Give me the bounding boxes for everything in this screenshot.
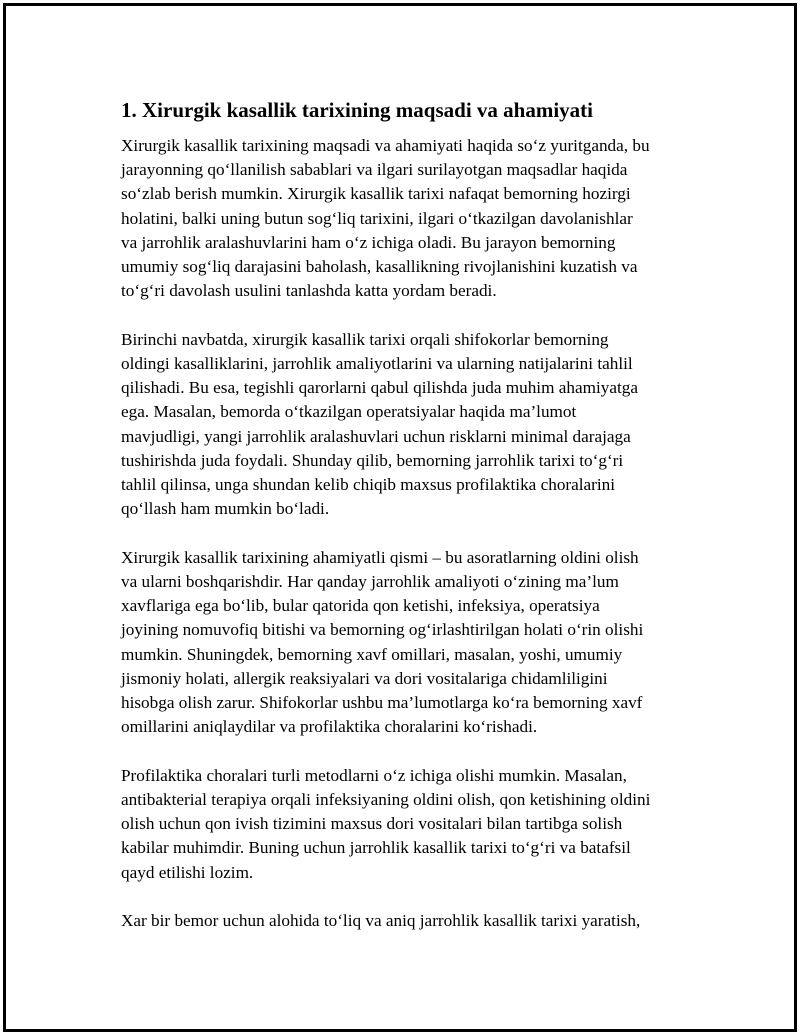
text-line: hisobga olish zarur. Shifokorlar ushbu ma’lumotlarga ko‘ra bemorning xavf xyxy=(121,693,643,713)
text-line: mumkin. Shuningdek, bemorning xavf omillari, masalan, yoshi, umumiy xyxy=(121,644,623,664)
text-line: tushirishda juda foydali. Shunday qilib, bemorning jarrohlik tarixi to‘g‘ri xyxy=(121,450,624,470)
text-line: jarayonning qo‘llanilish sabablari va ilgari surilayotgan maqsadlar haqida xyxy=(121,160,628,180)
text-line: Xar bir bemor uchun alohida to‘liq va aniq jarrohlik kasallik tarixi yaratish, xyxy=(121,911,641,931)
text-line: Xirurgik kasallik tarixining ahamiyatli qismi – bu asoratlarning oldini olish xyxy=(121,547,639,567)
text-line: va ularni boshqarishdir. Har qanday jarrohlik amaliyoti o‘zining ma’lum xyxy=(121,572,619,592)
text-line: ega. Masalan, bemorda o‘tkazilgan operatsiyalar haqida ma’lumot xyxy=(121,402,577,422)
text-line: Xirurgik kasallik tarixining maqsadi va ahamiyati haqida so‘z yuritganda, bu xyxy=(121,136,650,155)
page-frame xyxy=(3,3,797,1032)
text-line: olish uchun qon ivish tizimini maxsus dori vositalari bilan tartibga solish xyxy=(121,814,623,834)
paragraph-5 xyxy=(121,909,701,933)
text-line: jismoniy holati, allergik reaksiyalari va dori vositalariga chidamliligini xyxy=(121,668,608,688)
text-line: tahlil qilinsa, unga shundan kelib chiqib maxsus profilaktika choralarini xyxy=(121,475,616,495)
text-line: umumiy sog‘liq darajasini baholash, kasallikning rivojlanishini kuzatish va xyxy=(121,257,638,277)
text-line: joyining nomuvofiq bitishi va bemorning og‘irlashtirilgan holati o‘rin olishi xyxy=(121,620,644,640)
text-line: to‘g‘ri davolash usulini tanlashda katta yordam beradi. xyxy=(121,281,497,301)
text-line: so‘zlab berish mumkin. Xirurgik kasallik tarixi nafaqat bemorning hozirgi xyxy=(121,184,631,204)
paragraph-3 xyxy=(121,546,701,740)
text-line: holatini, balki uning butun sog‘liq tarixini, ilgari o‘tkazilgan davolanishlar xyxy=(121,208,633,228)
text-line: xavflariga ega bo‘lib, bular qatorida qon ketishi, infeksiya, operatsiya xyxy=(121,596,600,616)
text-line: qo‘llash ham mumkin bo‘ladi. xyxy=(121,499,330,519)
text-line: antibakterial terapiya orqali infeksiyaning oldini olish, qon ketishining oldini xyxy=(121,790,651,810)
paragraph-1 xyxy=(121,134,701,303)
section-heading: 1. Xirurgik kasallik tarixining maqsadi va ahamiyati xyxy=(121,98,593,122)
paragraph-4 xyxy=(121,764,701,885)
text-line: va jarrohlik aralashuvlarini ham o‘z ichiga oladi. Bu jarayon bemorning xyxy=(121,232,616,252)
text-line: mavjudligi, yangi jarrohlik aralashuvlari uchun risklarni minimal darajaga xyxy=(121,426,631,446)
text-line: kabilar muhimdir. Buning uchun jarrohlik kasallik tarixi to‘g‘ri va batafsil xyxy=(121,838,631,858)
text-line: omillarini aniqlaydilar va profilaktika choralarini ko‘rishadi. xyxy=(121,717,538,737)
text-line: Profilaktika choralari turli metodlarni o‘z ichiga olishi mumkin. Masalan, xyxy=(121,765,627,785)
text-line: qayd etilishi lozim. xyxy=(121,862,254,882)
text-line: qilishadi. Bu esa, tegishli qarorlarni qabul qilishda juda muhim ahamiyatga xyxy=(121,378,638,398)
text-line: oldingi kasalliklarini, jarrohlik amaliyotlarini va ularning natijalarini tahlil xyxy=(121,354,633,374)
document-body xyxy=(121,96,701,958)
paragraph-2 xyxy=(121,328,701,522)
text-line: Birinchi navbatda, xirurgik kasallik tarixi orqali shifokorlar bemorning xyxy=(121,329,609,349)
